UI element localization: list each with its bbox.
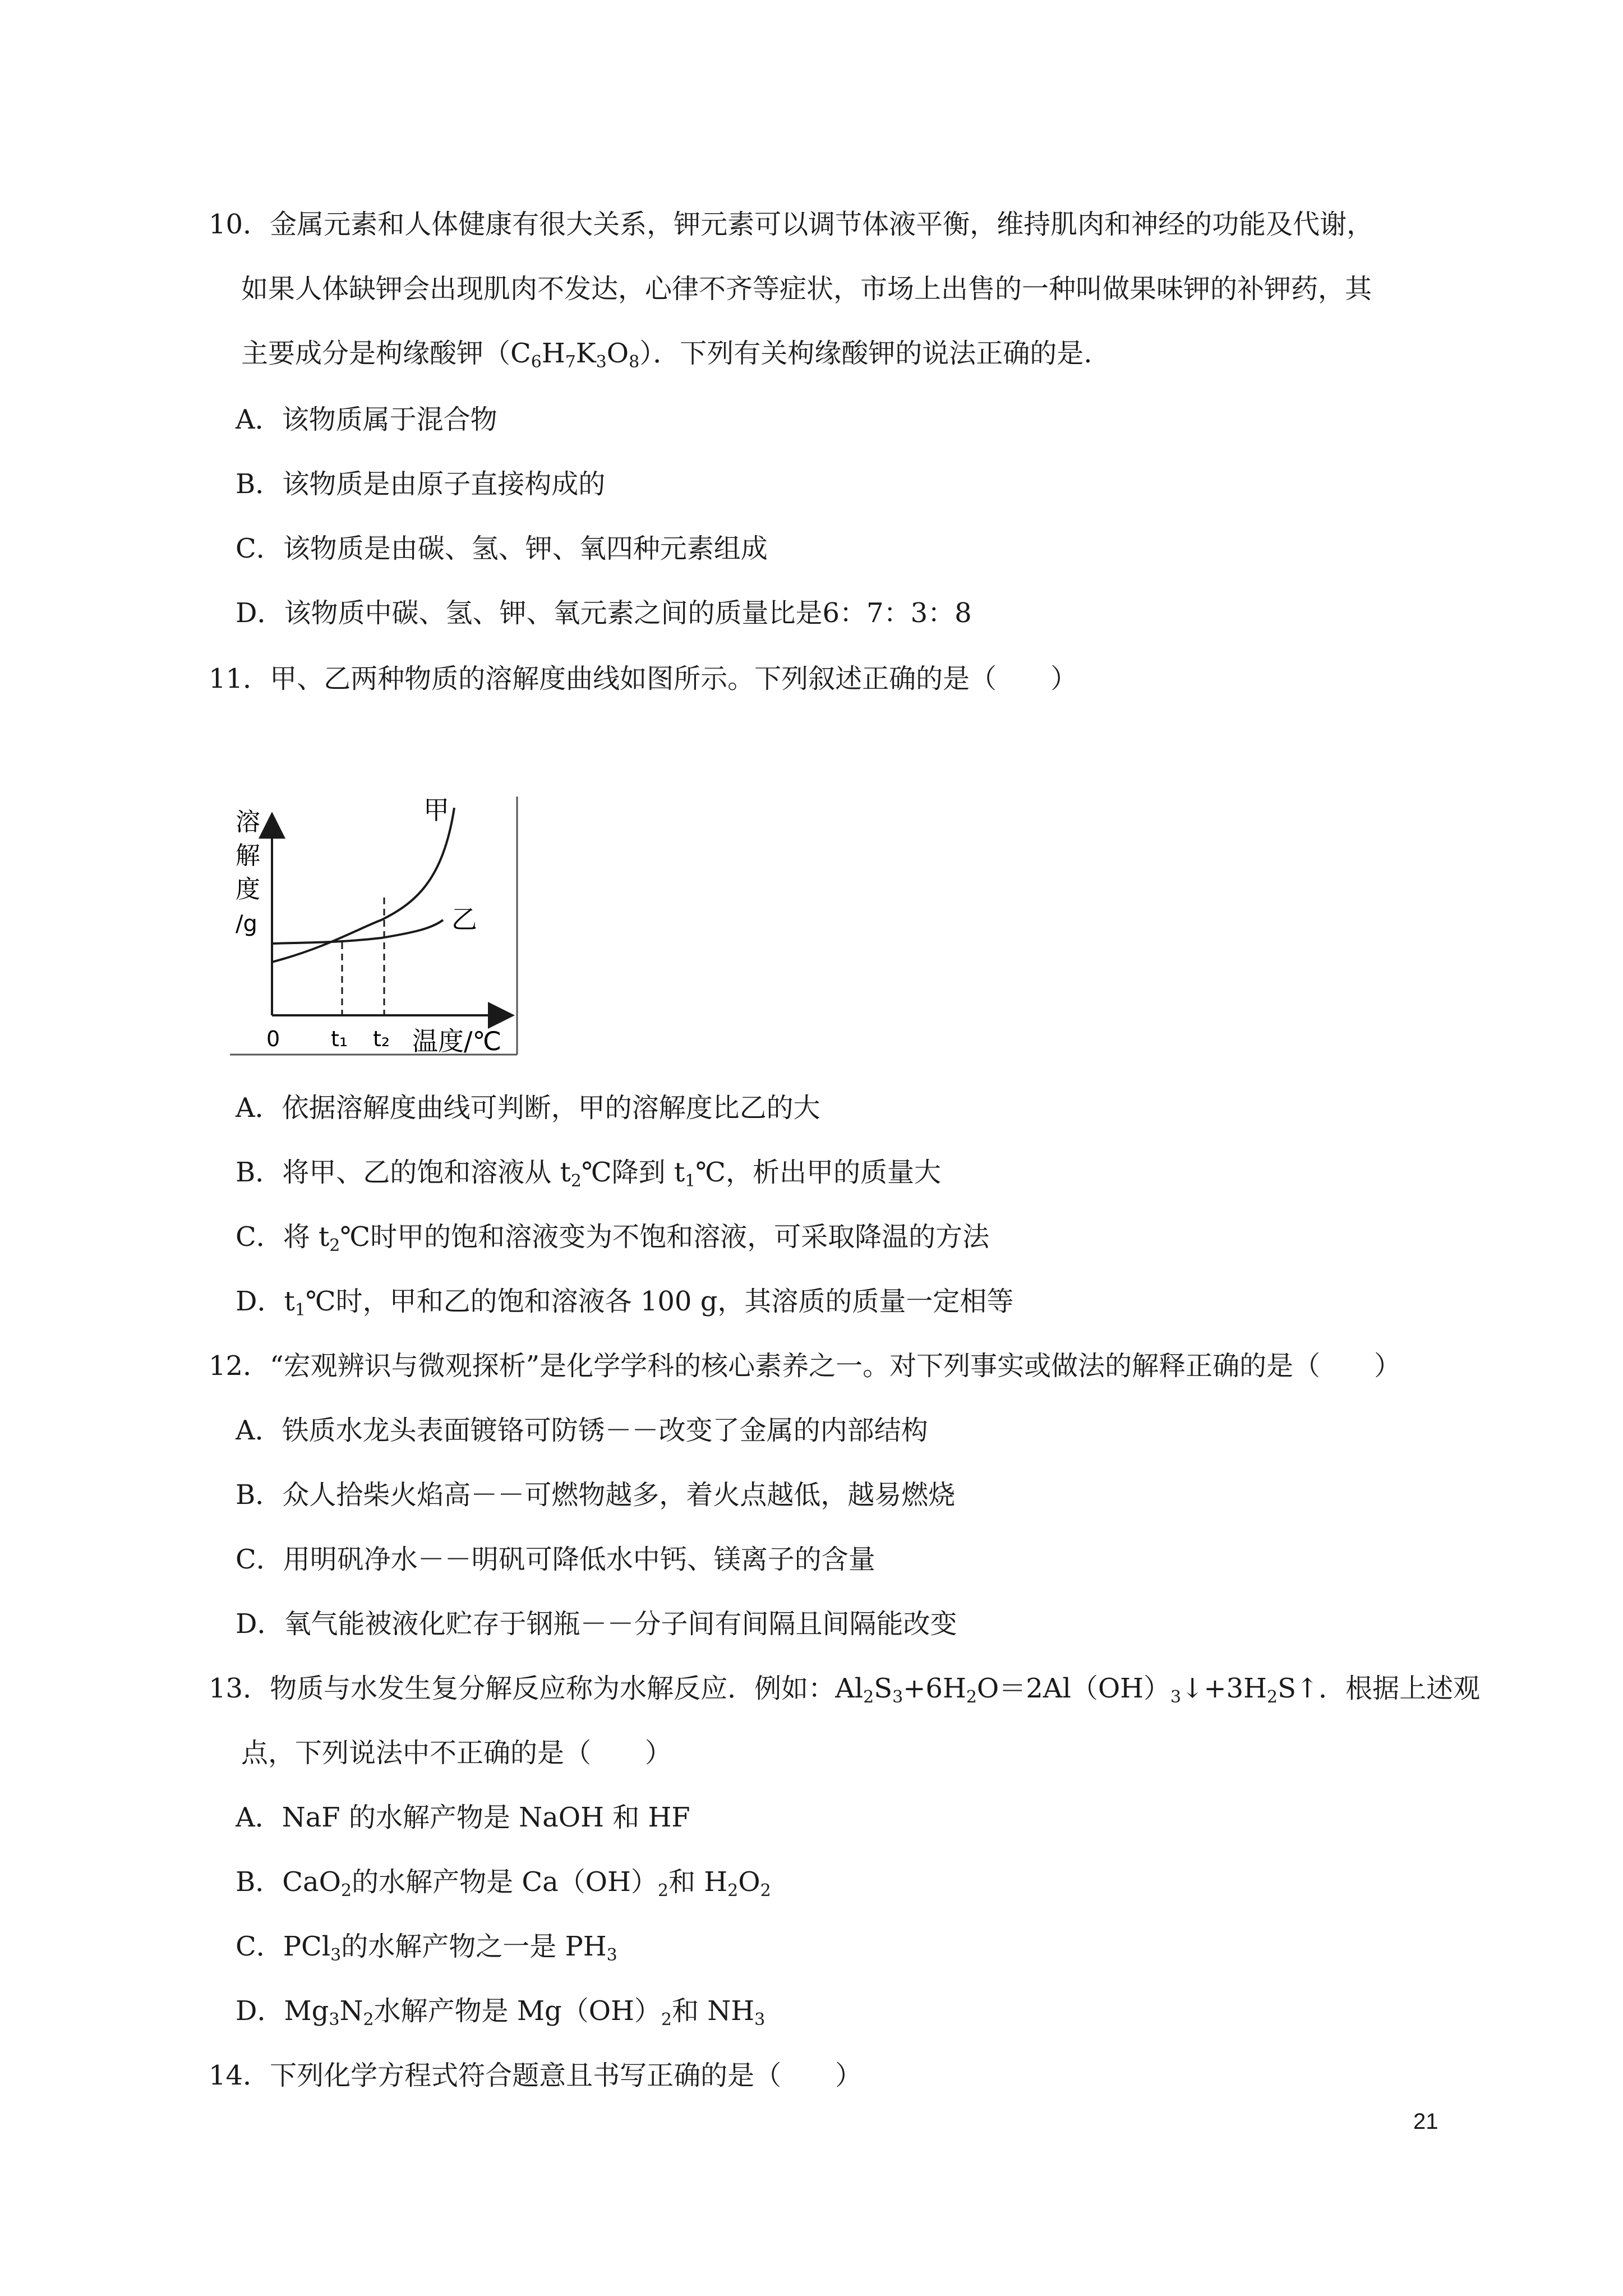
q11-option-d: D．$t_1℃$时，甲和乙的饱和溶液各 100 g，其溶质的质量一定相等 bbox=[236, 1286, 1014, 1320]
q10-stem-line3: 主要成分是枸缘酸钾$(C_6H_7K_3O_8)$．下列有关枸缘酸钾的说法正确的是. bbox=[241, 338, 1092, 372]
q10-option-c: C．该物质是由碳、氢、钾、氧四种元素组成 bbox=[236, 533, 768, 564]
q11-option-a: A．依据溶解度曲线可判断，甲的溶解度比乙的大 bbox=[236, 1092, 820, 1124]
q12-option-d: D．氧气能被液化贮存于钢瓶－－分子间有间隔且间隔能改变 bbox=[236, 1608, 957, 1640]
q10-stem-line2: 如果人体缺钾会出现肌肉不发达，心律不齐等症状，市场上出售的一种叫做果味钾的补钾药，其 bbox=[241, 273, 1372, 305]
q13-option-c: C．PCl$_3$的水解产物之一是 $PH_3$ bbox=[236, 1931, 617, 1965]
q10-option-d: D．该物质中碳、氢、钾、氧元素之间的质量比是6：7：3：8 bbox=[236, 597, 972, 629]
q10-option-a: A．该物质属于混合物 bbox=[236, 404, 497, 435]
y-label-char-2: 解 bbox=[236, 841, 260, 870]
y-label-char-3: 度 bbox=[236, 875, 260, 904]
q12-option-c: C．用明矾净水－－明矾可降低水中钙、镁离子的含量 bbox=[236, 1544, 875, 1575]
solubility-curve-figure bbox=[230, 785, 527, 1060]
y-label-unit: /g bbox=[236, 911, 257, 937]
t1-label: t₁ bbox=[331, 1027, 348, 1051]
q13-stem-line2: 点，下列说法中不正确的是（ ） bbox=[241, 1737, 672, 1769]
origin-label: 0 bbox=[266, 1027, 280, 1051]
t2-label: t₂ bbox=[373, 1027, 390, 1051]
q12-option-b: B．众人拾柴火焰高－－可燃物越多，着火点越低，越易燃烧 bbox=[236, 1479, 956, 1511]
q11-stem: 11．甲、乙两种物质的溶解度曲线如图所示。下列叙述正确的是（ ） bbox=[209, 663, 1078, 694]
q13-option-a: A．NaF 的水解产物是 NaOH 和 HF bbox=[236, 1802, 690, 1833]
q11-option-b: B．将甲、乙的饱和溶液从 $t_2℃$降到 $t_1℃$，析出甲的质量大 bbox=[236, 1157, 941, 1191]
q13-stem-line1: 13．物质与水发生复分解反应称为水解反应．例如：$Al_2S_3+6H_2O=2Al(OH)_3↓+3H_2S↑$．根据上述观 bbox=[209, 1673, 1481, 1707]
x-label: 温度/℃ bbox=[412, 1026, 502, 1056]
page-number: 21 bbox=[1413, 2109, 1438, 2134]
series-label-jia: 甲 bbox=[423, 795, 449, 825]
series-label-yi: 乙 bbox=[451, 904, 477, 935]
q14-stem: 14．下列化学方程式符合题意且书写正确的是（ ） bbox=[209, 2060, 863, 2091]
curve-yi bbox=[272, 920, 443, 944]
q13-option-b: B．CaO$_2$的水解产物是 $Ca(OH)_2$和 $H_2O_2$ bbox=[236, 1866, 771, 1901]
q10-option-b: B．该物质是由原子直接构成的 bbox=[236, 468, 606, 500]
q12-option-a: A．铁质水龙头表面镀铬可防锈－－改变了金属的内部结构 bbox=[236, 1415, 928, 1446]
q10-stem-line1: 10．金属元素和人体健康有很大关系，钾元素可以调节体液平衡，维持肌肉和神经的功能及代谢， bbox=[209, 209, 1374, 240]
q13-option-d: D．$Mg_3N_2$水解产物是 $Mg(OH)_2$和 $NH_3$ bbox=[236, 1995, 766, 2030]
q12-stem: 12．“宏观辨识与微观探析”是化学学科的核心素养之一。对下列事实或做法的解释正确的是（ ） bbox=[209, 1350, 1401, 1382]
q11-option-c: C．将 $t_2℃$时甲的饱和溶液变为不饱和溶液，可采取降温的方法 bbox=[236, 1221, 990, 1255]
y-label-char-1: 溶 bbox=[236, 808, 260, 836]
